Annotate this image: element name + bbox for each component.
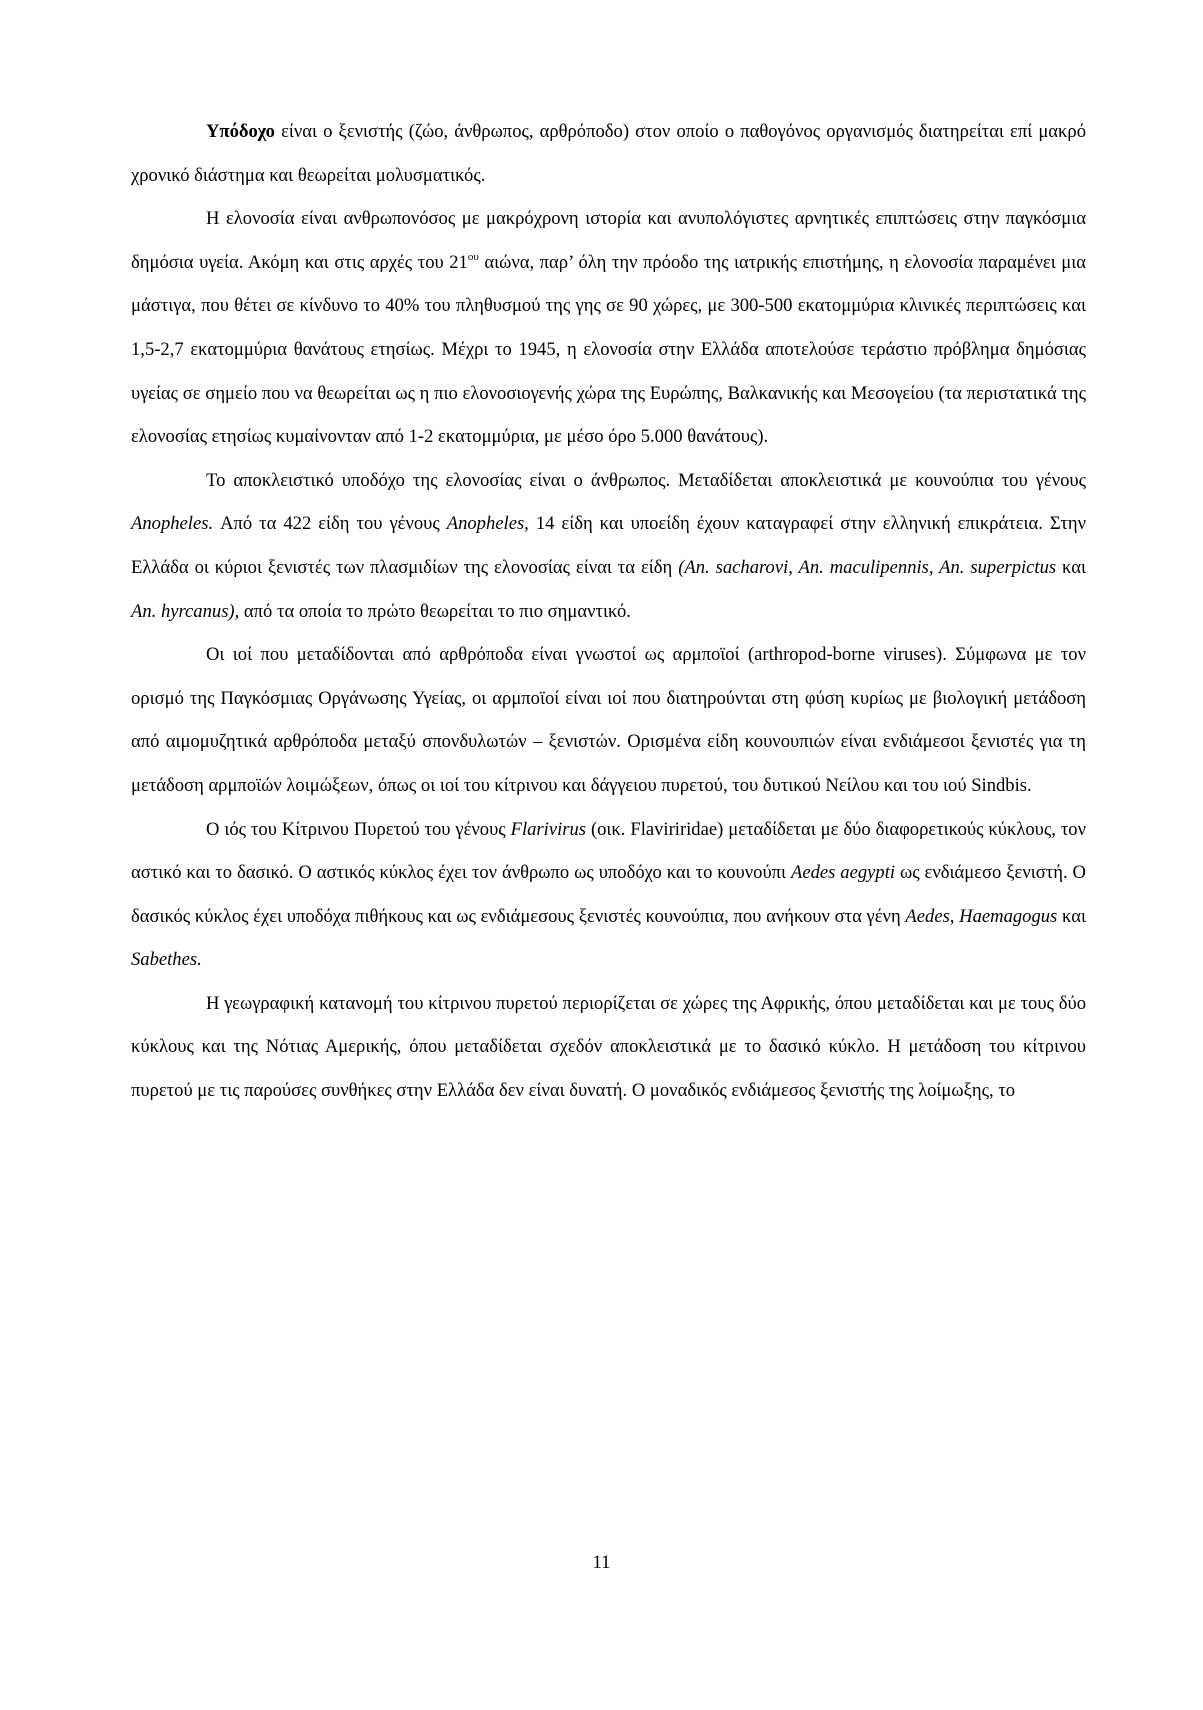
text-run: Το αποκλειστικό υποδόχο της ελονοσίας είναι ο άνθρωπος. Μεταδίδεται αποκλειστικά με κουνούπια του γένους xyxy=(206,469,1086,491)
paragraph xyxy=(131,110,1086,197)
paragraph xyxy=(131,633,1086,807)
paragraph xyxy=(131,808,1086,982)
text-run: (οικ. Flaviriridae) μεταδίδεται με δύο διαφορετικούς κύκλους, τον αστικό και το δασικό. Ο αστικός κύκλος έχει τον άνθρωπο ως υποδόχο και το κουνούπι xyxy=(131,818,1086,884)
bold-term: Υπόδοχο xyxy=(206,121,275,142)
text-run: και xyxy=(1057,905,1086,927)
paragraph xyxy=(131,197,1086,459)
italic-term: Flarivirus xyxy=(510,818,587,840)
text-run: και xyxy=(1056,556,1086,578)
text-run: Από τα 422 είδη του γένους xyxy=(213,513,447,535)
text-run: από τα οποία το πρώτο θεωρείται το πιο σημαντικό. xyxy=(239,600,631,622)
text-run: Ο ιός του Κίτρινου Πυρετού του γένους xyxy=(206,818,511,840)
text-run: Η ελονοσία είναι ανθρωπονόσος με μακρόχρονη ιστορία και ανυπολόγιστες αρνητικές επιπτώσεις στην παγκόσμια δημόσια υγεία. Ακόμη και στις αρχές του 21 xyxy=(131,208,1086,273)
italic-term: (An. sacharovi, An. maculipennis, An. superpictus xyxy=(678,556,1057,578)
body-text xyxy=(131,110,1086,1113)
text-run: 14 είδη και υποείδη έχουν καταγραφεί στην ελληνική επικράτεια. Στην Ελλάδα οι κύριοι ξενιστές των πλασμιδίων της ελονοσίας είναι τα είδη xyxy=(131,513,1087,578)
text-run: είναι ο ξενιστής (ζώο, άνθρωπος, αρθρόποδο) στον οποίο ο παθογόνος οργανισμός διατηρείται επί μακρό χρονικό διάστημα και θεωρείται μολυσματικός. xyxy=(131,121,1086,186)
text-run: Η γεωγραφική κατανομή του κίτρινου πυρετού περιορίζεται σε χώρες της Αφρικής, όπου μεταδίδεται και με τους δύο κύκλους και της Νότιας Αμερικής, όπου μεταδίδεται σχεδόν αποκλειστικά με το δασικό κύκλο. Η μετάδοση του κίτρινου πυρετού με τις παρούσες συνθήκες στην Ελλάδα δεν είναι δυνατή. Ο μοναδικός ενδιάμεσος ξενιστής της λοίμωξης, το xyxy=(131,992,1086,1102)
italic-term: Aedes, Haemagogus xyxy=(905,905,1058,927)
text-run: ως ενδιάμεσο ξενιστή. Ο δασικός κύκλος έχει υποδόχα πιθήκους και ως ενδιάμεσους ξενιστές κουνούπια, που ανήκουν στα γένη xyxy=(131,862,1086,927)
paragraph xyxy=(131,982,1086,1113)
italic-term: An. hyrcanus), xyxy=(131,600,240,622)
italic-term: Sabethes. xyxy=(131,949,202,971)
superscript: ου xyxy=(467,250,479,263)
italic-term: Aedes aegypti xyxy=(790,862,896,884)
italic-term: Anopheles. xyxy=(131,513,214,535)
text-run: αιώνα, παρ’ όλη την πρόοδο της ιατρικής επιστήμης, η ελονοσία παραμένει μια μάστιγα, που θέτει σε κίνδυνο το 40% του πληθυσμού της γης σε 90 χώρες, με 300-500 εκατομμύρια κλινικές περιπτώσεις και 1,5-2,7 εκατομμύρια θανάτους ετησίως. Μέχρι το 1945, η ελονοσία στην Ελλάδα αποτελούσε τεράστιο πρόβλημα δημόσιας υγείας σε σημείο που να θεωρείται ως η πιο ελονοσιογενής χώρα της Ευρώπης, Βαλκανικής και Μεσογείου (τα περιστατικά της ελονοσίας ετησίως κυμαίνονταν από 1-2 εκατομμύρια, με μέσο όρο 5.000 θανάτους). xyxy=(131,251,1086,448)
page-number: 11 xyxy=(592,1552,611,1573)
italic-term: Anopheles, xyxy=(446,513,529,535)
paragraph xyxy=(131,459,1086,633)
text-run: Οι ιοί που μεταδίδονται από αρθρόποδα είναι γνωστοί ως αρμποϊοί (arthropod-borne viruses). Σύμφωνα με τον ορισμό της Παγκόσμιας Οργάνωσης Υγείας, οι αρμποϊοί είναι ιοί που διατηρούνται στη φύση κυρίως με βιολογική μετάδοση από αιμομυζητικά αρθρόποδα μεταξύ σπονδυλωτών – ξενιστών. Ορισμένα είδη κουνουπιών είναι ενδιάμεσοι ξενιστές για τη μετάδοση αρμποϊών λοιμώξεων, όπως οι ιοί του κίτρινου και δάγγειου πυρετού, του δυτικού Νείλου και του ιού Sindbis. xyxy=(131,644,1086,796)
